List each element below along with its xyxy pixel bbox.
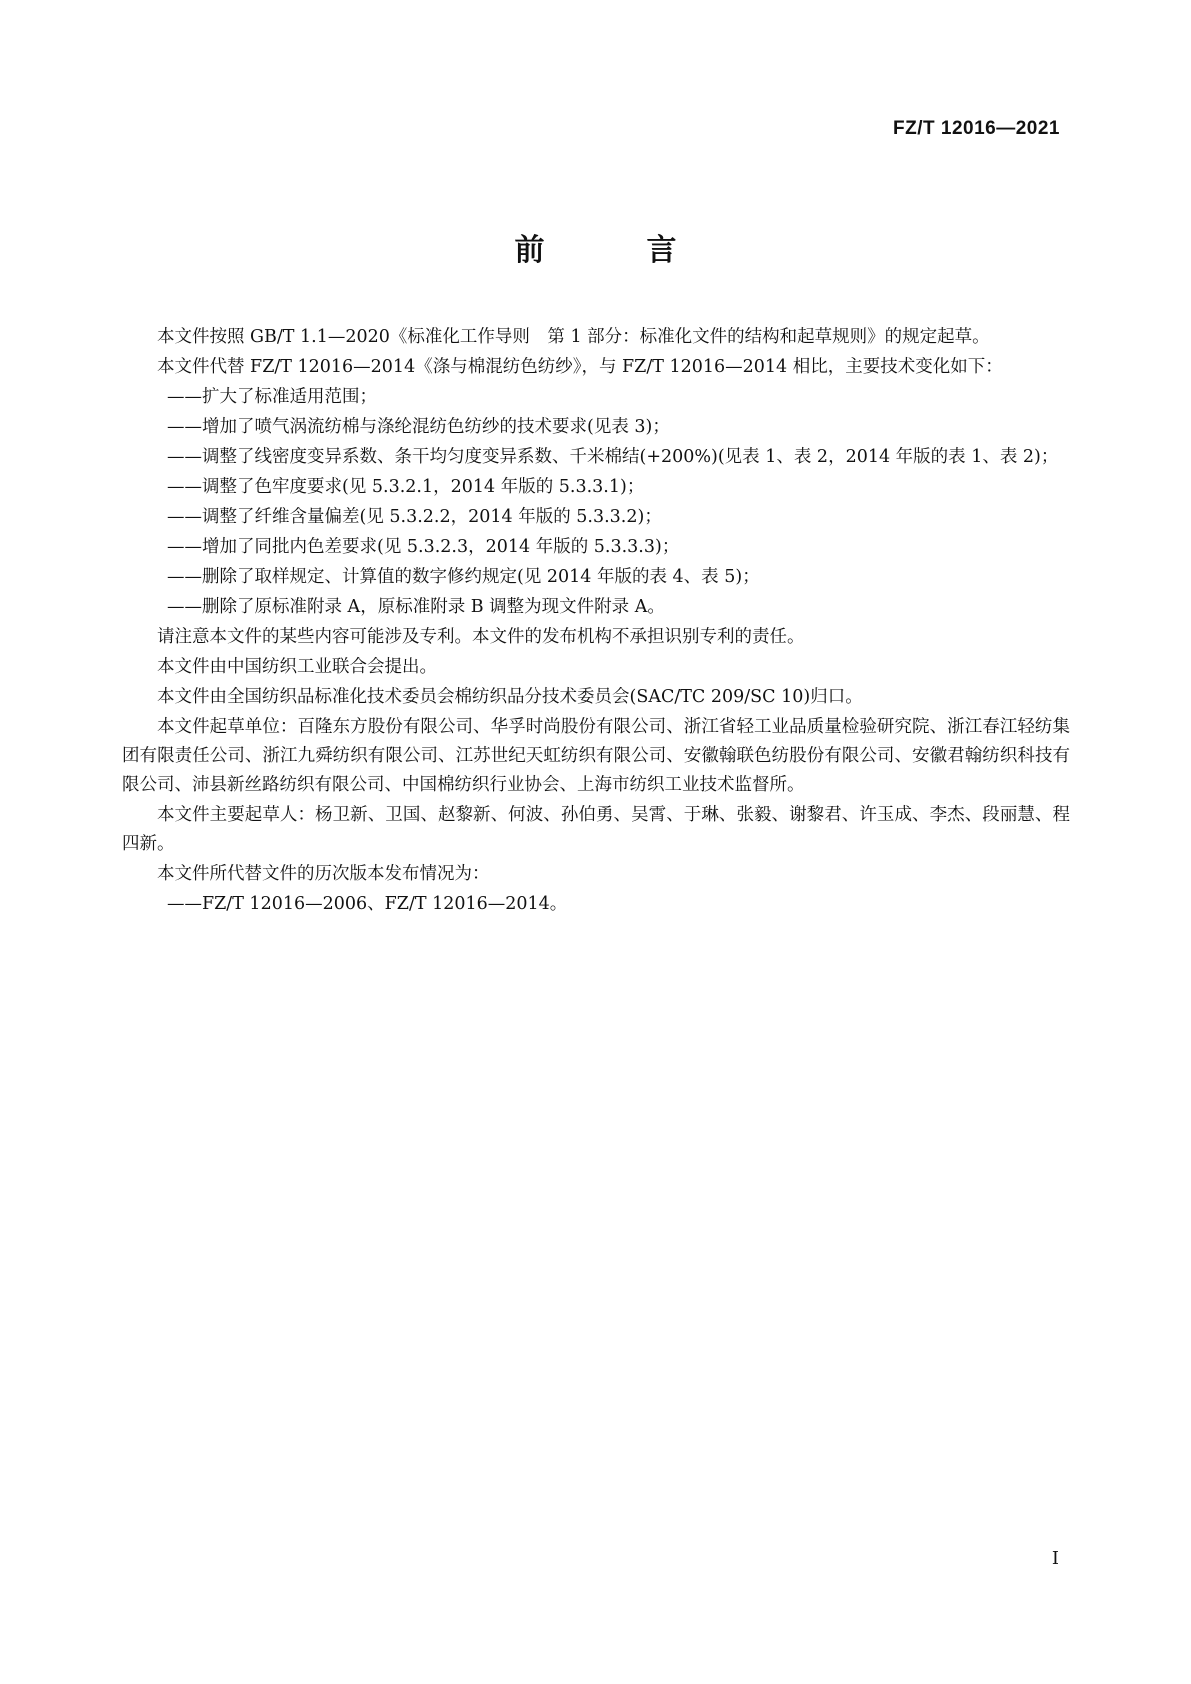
page-title: 前 言 (514, 233, 713, 268)
paragraph-drafting-units: 本文件起草单位：百隆东方股份有限公司、华孚时尚股份有限公司、浙江省轻工业品质量检验研究院、浙江春江轻纺集团有限责任公司、浙江九舜纺织有限公司、江苏世纪天虹纺织有限公司、安徽翰联色纺股份有限公司、安徽君翰纺织科技有限公司、沛县新丝路纺织有限公司、中国棉纺织行业协会、上海市纺织工业技术监督所。 (122, 717, 1070, 795)
list-item: ——删除了原标准附录 A，原标准附录 B 调整为现文件附录 A。 (167, 597, 665, 617)
list-item: ——调整了纤维含量偏差(见 5.3.2.2，2014 年版的 5.3.3.2)； (167, 507, 662, 527)
list-item: ——增加了同批内色差要求(见 5.3.2.3，2014 年版的 5.3.3.3)； (167, 537, 680, 557)
paragraph-history-intro: 本文件所代替文件的历次版本发布情况为： (157, 864, 490, 884)
paragraph-proposer: 本文件由中国纺织工业联合会提出。 (157, 657, 437, 677)
paragraph-drafting-rules: 本文件按照 GB/T 1.1—2020《标准化工作导则 第 1 部分：标准化文件的结构和起草规则》的规定起草。 (157, 327, 990, 347)
page-number: I (1051, 1548, 1059, 1569)
paragraph-patent-notice: 请注意本文件的某些内容可能涉及专利。本文件的发布机构不承担识别专利的责任。 (157, 627, 805, 647)
list-item: ——FZ/T 12016—2006、FZ/T 12016—2014。 (167, 894, 568, 914)
paragraph-replacement: 本文件代替 FZ/T 12016—2014《涤与棉混纺色纺纱》，与 FZ/T 12016—2014 相比，主要技术变化如下： (157, 357, 1003, 377)
list-item: ——扩大了标准适用范围； (167, 387, 377, 407)
foreword-body (122, 323, 1070, 920)
history-list (122, 890, 1070, 919)
list-item: ——调整了色牢度要求(见 5.3.2.1，2014 年版的 5.3.3.1)； (167, 477, 645, 497)
paragraph-committee: 本文件由全国纺织品标准化技术委员会棉纺织品分技术委员会(SAC/TC 209/SC 10)归口。 (157, 687, 863, 707)
standard-code: FZ/T 12016—2021 (893, 118, 1060, 139)
list-item: ——删除了取样规定、计算值的数字修约规定(见 2014 年版的表 4、表 5)； (167, 567, 760, 587)
technical-changes-list (122, 383, 1070, 622)
paragraph-drafters: 本文件主要起草人：杨卫新、卫国、赵黎新、何波、孙伯勇、吴霄、于琳、张毅、谢黎君、许玉成、李杰、段丽慧、程四新。 (122, 805, 1070, 854)
list-item: ——增加了喷气涡流纺棉与涤纶混纺色纺纱的技术要求(见表 3)； (167, 417, 670, 437)
list-item: ——调整了线密度变异系数、条干均匀度变异系数、千米棉结(+200%)(见表 1、表 2，2014 年版的表 1、表 2)； (167, 447, 1059, 467)
